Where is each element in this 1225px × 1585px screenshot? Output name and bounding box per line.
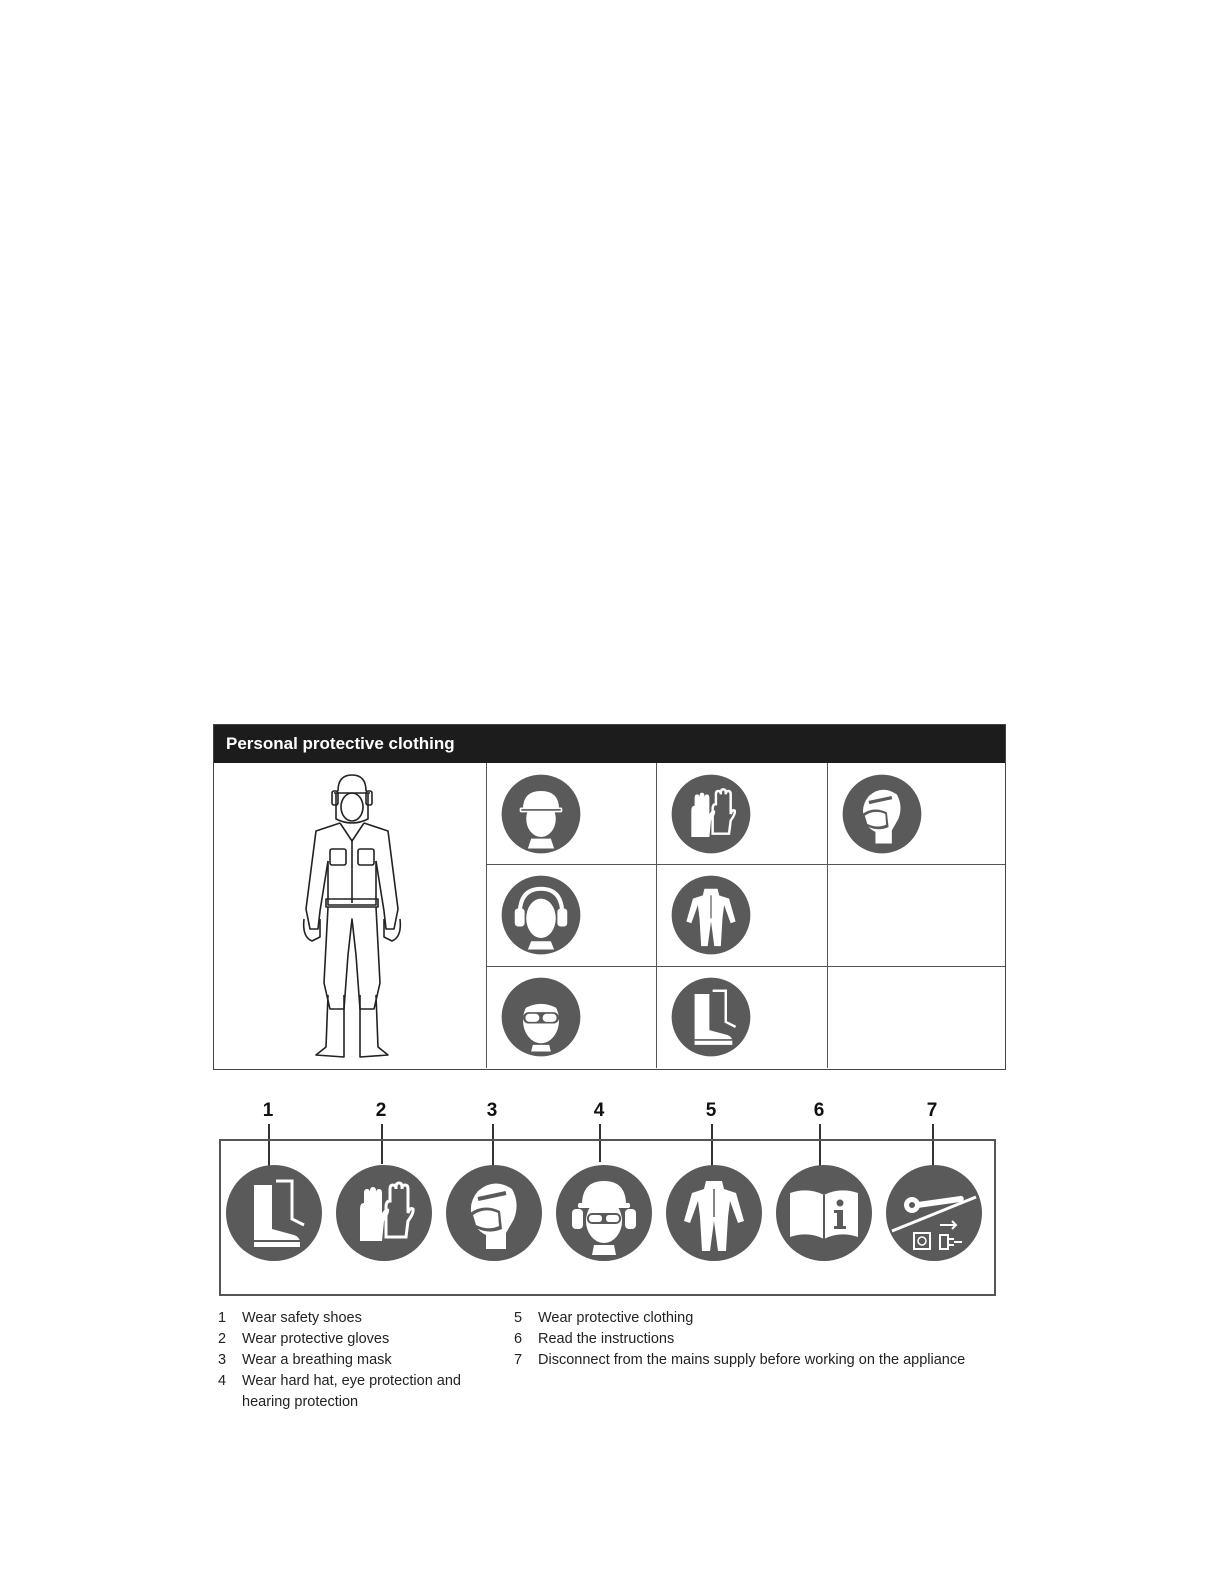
protective-gloves-icon [334, 1163, 434, 1263]
pictogram-number: 3 [486, 1100, 498, 1121]
ppe-table-title: Personal protective clothing [214, 725, 1005, 763]
legend-text: Read the instructions [538, 1331, 675, 1347]
legend-number: 6 [514, 1331, 523, 1347]
safety-boots-icon [670, 976, 752, 1058]
legend-text: Wear hard hat, eye protection and [242, 1373, 461, 1389]
legend-number: 5 [514, 1310, 523, 1326]
ppe-grid [214, 763, 1005, 1068]
eye-protection-icon [500, 976, 582, 1058]
pictogram-number: 4 [593, 1100, 605, 1121]
pictogram-numbers [213, 1100, 1003, 1126]
grid-divider [486, 966, 1005, 967]
grid-divider [827, 763, 828, 1068]
pictogram-number: 7 [926, 1100, 938, 1121]
hearing-protection-icon [500, 874, 582, 956]
hard-hat-eye-hearing-icon [554, 1163, 654, 1263]
protective-clothing-icon [670, 874, 752, 956]
grid-divider [486, 763, 487, 1068]
breathing-mask-icon [444, 1163, 544, 1263]
grid-divider [486, 864, 1005, 865]
pictogram-number: 6 [813, 1100, 825, 1121]
pictogram-strip [219, 1139, 996, 1296]
legend-text: Wear a breathing mask [242, 1352, 392, 1368]
legend-number: 2 [218, 1331, 227, 1347]
pictogram-number: 1 [262, 1100, 274, 1121]
legend-text: Wear safety shoes [242, 1310, 362, 1326]
disconnect-mains-icon [884, 1163, 984, 1263]
pictogram-number: 5 [705, 1100, 717, 1121]
legend-number: 1 [218, 1310, 227, 1326]
read-instructions-icon [774, 1163, 874, 1263]
legend-text: Wear protective gloves [242, 1331, 390, 1347]
legend-number: 3 [218, 1352, 227, 1368]
protective-clothing-icon [664, 1163, 764, 1263]
gloves-icon [670, 773, 752, 855]
safety-shoes-icon [224, 1163, 324, 1263]
legend-text: Disconnect from the mains supply before working on the appliance [538, 1352, 966, 1368]
worker-figure-illustration [296, 769, 406, 1063]
grid-divider [656, 763, 657, 1068]
legend-number: 4 [218, 1373, 227, 1389]
legend-number: 7 [514, 1352, 523, 1368]
pictogram-number: 2 [375, 1100, 387, 1121]
ppe-table [213, 724, 1006, 1070]
hard-hat-icon [500, 773, 582, 855]
legend-text: Wear protective clothing [538, 1310, 694, 1326]
breathing-mask-icon [841, 773, 923, 855]
legend-text-continued: hearing protection [242, 1394, 359, 1410]
